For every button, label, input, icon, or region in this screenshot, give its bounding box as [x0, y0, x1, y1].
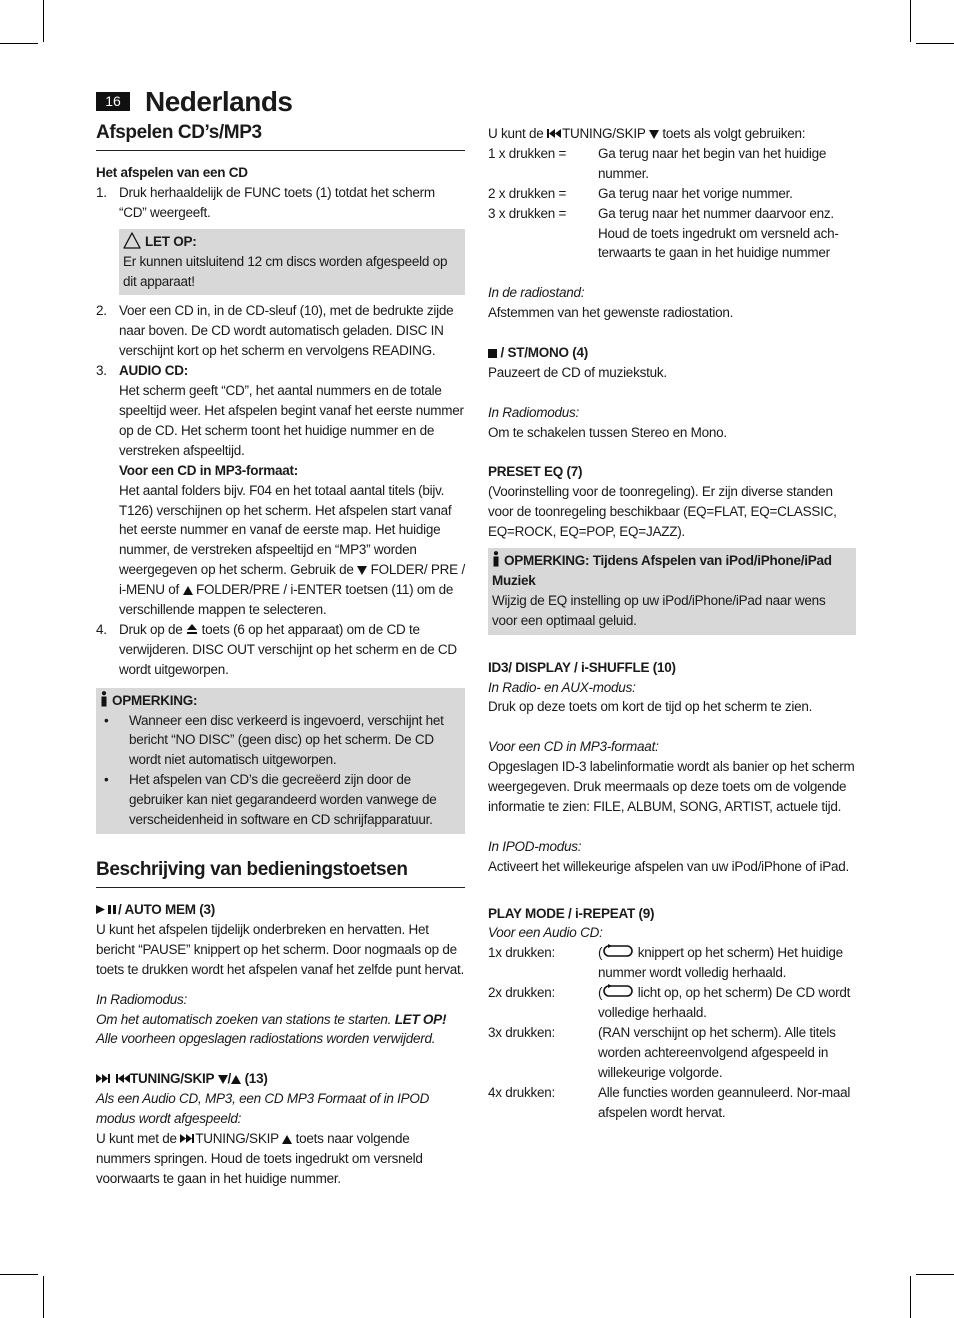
definition-row: 2 x drukken = Ga terug naar het vorige nummer. — [488, 185, 793, 201]
triangle-down-icon — [218, 1074, 228, 1084]
list-number: 2. — [96, 303, 107, 319]
triangle-down-icon — [357, 565, 367, 575]
stop-text: Pauzeert de CD of muziekstuk. — [488, 364, 667, 380]
ipod-note-text: Wijzig de EQ instelling op uw iPod/iPhone/iPad naar wens voor een optimaal geluid. — [492, 592, 826, 628]
page-number: 16 — [96, 92, 130, 111]
remark-text: Het afspelen van CD’s die gecreëerd zijn door de gebruiker kan niet gegarandeerd worden vanwege de verscheidenheid in software en CD schrijfapparatuur. — [129, 772, 437, 828]
repeat-icon — [602, 944, 634, 958]
id3-ipod-text: Activeert het willekeurige afspelen van uw iPod/iPhone of iPad. — [488, 858, 849, 874]
crop-mark — [910, 0, 911, 42]
ipod-note-box — [488, 548, 856, 635]
play-radio-text: Om het automatisch zoeken van stations te starten. LET OP! Alle voorheen opgeslagen radiostations worden verwijderd. — [96, 1011, 447, 1047]
id3-ipod-label: In IPOD-modus: — [488, 838, 582, 854]
remark-text: Wanneer een disc verkeerd is ingevoerd, verschijnt het bericht “NO DISC” (geen disc) op het scherm. De CD wordt niet automatisch uitgeworpen. — [129, 712, 444, 768]
skip-mode-text: Als een Audio CD, MP3, een CD MP3 Formaat of in IPOD modus wordt afgespeeld: — [96, 1091, 430, 1127]
radio-mode-label: In de radiostand: — [488, 285, 585, 301]
list-number: 1. — [96, 184, 107, 200]
warning-triangle-icon — [123, 232, 141, 249]
play-pause-icon — [96, 904, 118, 915]
crop-mark — [916, 1274, 954, 1275]
remark-box — [96, 688, 465, 834]
skip-back-intro: U kunt de TUNING/SKIP toets als volgt gebruiken: — [488, 126, 806, 141]
stop-icon — [488, 349, 497, 358]
list-number: 4. — [96, 621, 107, 637]
definition-row: 1x drukken: ( knippert op het scherm) Het huidige nummer wordt volledig herhaald. — [488, 945, 843, 981]
repeat-icon — [602, 984, 634, 998]
play-radio-label: In Radiomodus: — [96, 991, 188, 1007]
eject-icon — [186, 623, 198, 635]
stop-heading: / ST/MONO (4) — [488, 343, 856, 363]
subheading-cd-playback: Het afspelen van een CD — [96, 165, 248, 180]
remark-title: OPMERKING: — [112, 692, 198, 708]
section-title-controls: Beschrijving van bedieningstoetsen — [96, 858, 465, 888]
triangle-up-icon — [231, 1074, 241, 1084]
section-title-cd-playback: Afspelen CD’s/MP3 — [96, 121, 465, 151]
remark-title-row — [100, 691, 460, 711]
play-pause-text: U kunt het afspelen tijdelijk onderbreken en hervatten. Het bericht “PAUSE” knippert op het scherm. Door nogmaals op de toets te drukken wordt het afspelen vanaf het zelfde punt hervat. — [96, 921, 464, 977]
skip-forward-text: U kunt met de TUNING/SKIP toets naar volgende nummers springen. Houd de toets ingedrukt om versneld voorwaarts te gaan in het huidige nummer. — [96, 1130, 423, 1186]
play-mode-sub: Voor een Audio CD: — [488, 925, 603, 941]
warning-title-row — [123, 232, 460, 252]
definition-row: 1 x drukken = Ga terug naar het begin van het huidige nummer. — [488, 145, 827, 181]
skip-previous-icon — [547, 128, 562, 139]
stop-radio-text: Om te schakelen tussen Stereo en Mono. — [488, 424, 727, 440]
crop-mark — [0, 1274, 38, 1275]
warning-text: Er kunnen uitsluitend 12 cm discs worden afgespeeld op dit apparaat! — [123, 253, 448, 289]
list-item — [96, 620, 465, 680]
page-language-title: Nederlands — [145, 86, 293, 117]
play-pause-heading: / AUTO MEM (3) — [96, 900, 465, 920]
crop-mark — [43, 1276, 44, 1318]
definition-row: 4x drukken: Alle functies worden geannuleerd. Nor-maal afspelen wordt hervat. — [488, 1084, 851, 1120]
info-icon — [100, 691, 108, 707]
crop-mark — [0, 43, 38, 44]
list-text: Voer een CD in, in de CD-sleuf (10), met de bedrukte zijde naar boven. De CD wordt automatisch geladen. DISC IN verschijnt kort op het scherm en vervolgens READING. — [119, 303, 454, 359]
list-item — [100, 711, 460, 771]
crop-mark — [43, 0, 44, 42]
radio-mode-text: Afstemmen van het gewenste radiostation. — [488, 305, 734, 321]
skip-heading: TUNING/SKIP / (13) — [96, 1069, 465, 1089]
definition-row: 3x drukken: (RAN verschijnt op het scherm). Alle titels worden achtereenvolgend afgespeeld in willekeurige volgorde. — [488, 1024, 836, 1080]
triangle-up-icon — [183, 585, 193, 595]
list-item — [100, 770, 460, 830]
list-item — [96, 301, 465, 361]
eq-text: (Voorinstelling voor de toonregeling). Er zijn diverse standen voor de toonregeling beschikbaar (EQ=FLAT, EQ=CLASSIC, EQ=ROCK, EQ=POP, EQ=JAZZ). — [488, 484, 837, 540]
list-item — [96, 361, 465, 620]
triangle-down-icon — [649, 129, 659, 139]
bullet: • — [104, 712, 109, 728]
audio-cd-label: AUDIO CD: — [119, 363, 188, 379]
right-column — [488, 124, 856, 1123]
id3-heading: ID3/ DISPLAY / i-SHUFFLE (10) — [488, 659, 676, 675]
id3-mp3-text: Opgeslagen ID-3 labelinformatie wordt als banier op het scherm weergegeven. Druk meermaals op deze toets om de volgende informatie te zien: FILE, ALBUM, SONG, ARTIST, actuele tijd. — [488, 759, 855, 814]
left-column — [96, 121, 465, 1189]
skip-next-prev-icon — [96, 1073, 130, 1084]
mp3-label: Voor een CD in MP3-formaat: — [119, 462, 299, 478]
list-number: 3. — [96, 363, 107, 379]
mp3-text: Het aantal folders bijv. F04 en het totaal aantal titels (bijv. T126) verschijnen op het scherm. Het afspelen start vanaf het eerste nummer en vanaf de eerste map. Het huidige nummer, de verstreken afspeeltijd en “MP3” worden weergegeven op het scherm. Gebruik de FOLDER/ PRE / i-MENU of FOLDER/PRE / i-ENTER toetsen (11) om de verschillende mappen te selecteren. — [119, 482, 465, 618]
eq-heading: PRESET EQ (7) — [488, 464, 583, 480]
play-mode-heading: PLAY MODE / i-REPEAT (9) — [488, 905, 655, 921]
warning-box — [119, 229, 465, 296]
ipod-note-title: OPMERKING: Tijdens Afspelen van iPod/iPhone/iPad Muziek — [492, 552, 832, 588]
list-text: Druk herhaaldelijk de FUNC toets (1) totdat het scherm “CD” weergeeft. — [119, 184, 435, 220]
stop-radio-label: In Radiomodus: — [488, 404, 580, 420]
id3-mp3-label: Voor een CD in MP3-formaat: — [488, 739, 659, 755]
crop-mark — [910, 1276, 911, 1318]
definition-row: 3 x drukken = Ga terug naar het nummer daarvoor enz. Houd de toets ingedrukt om versneld ach-terwaarts te gaan in het huidige nummer — [488, 205, 839, 261]
bullet: • — [104, 772, 109, 788]
list-text: Druk op de toets (6 op het apparaat) om de CD te verwijderen. DISC OUT verschijnt op het scherm en de CD wordt uitgeworpen. — [119, 621, 457, 677]
list-item — [96, 183, 465, 223]
triangle-up-icon — [282, 1134, 292, 1144]
definition-row: 2x drukken: ( licht op, op het scherm) De CD wordt volledige herhaald. — [488, 985, 851, 1021]
warning-title: LET OP: — [145, 233, 197, 249]
id3-radio-text: Druk op deze toets om kort de tijd op het scherm te zien. — [488, 699, 813, 715]
id3-radio-label: In Radio- en AUX-modus: — [488, 679, 636, 695]
crop-mark — [916, 43, 954, 44]
audio-cd-text: Het scherm geeft “CD”, het aantal nummers en de totale speeltijd weer. Het afspelen begint vanaf het eerste nummer op de CD. Het scherm toont het huidige nummer en de verstreken afspeeltijd. — [119, 383, 464, 458]
info-icon — [492, 551, 500, 567]
skip-next-icon — [180, 1133, 195, 1144]
